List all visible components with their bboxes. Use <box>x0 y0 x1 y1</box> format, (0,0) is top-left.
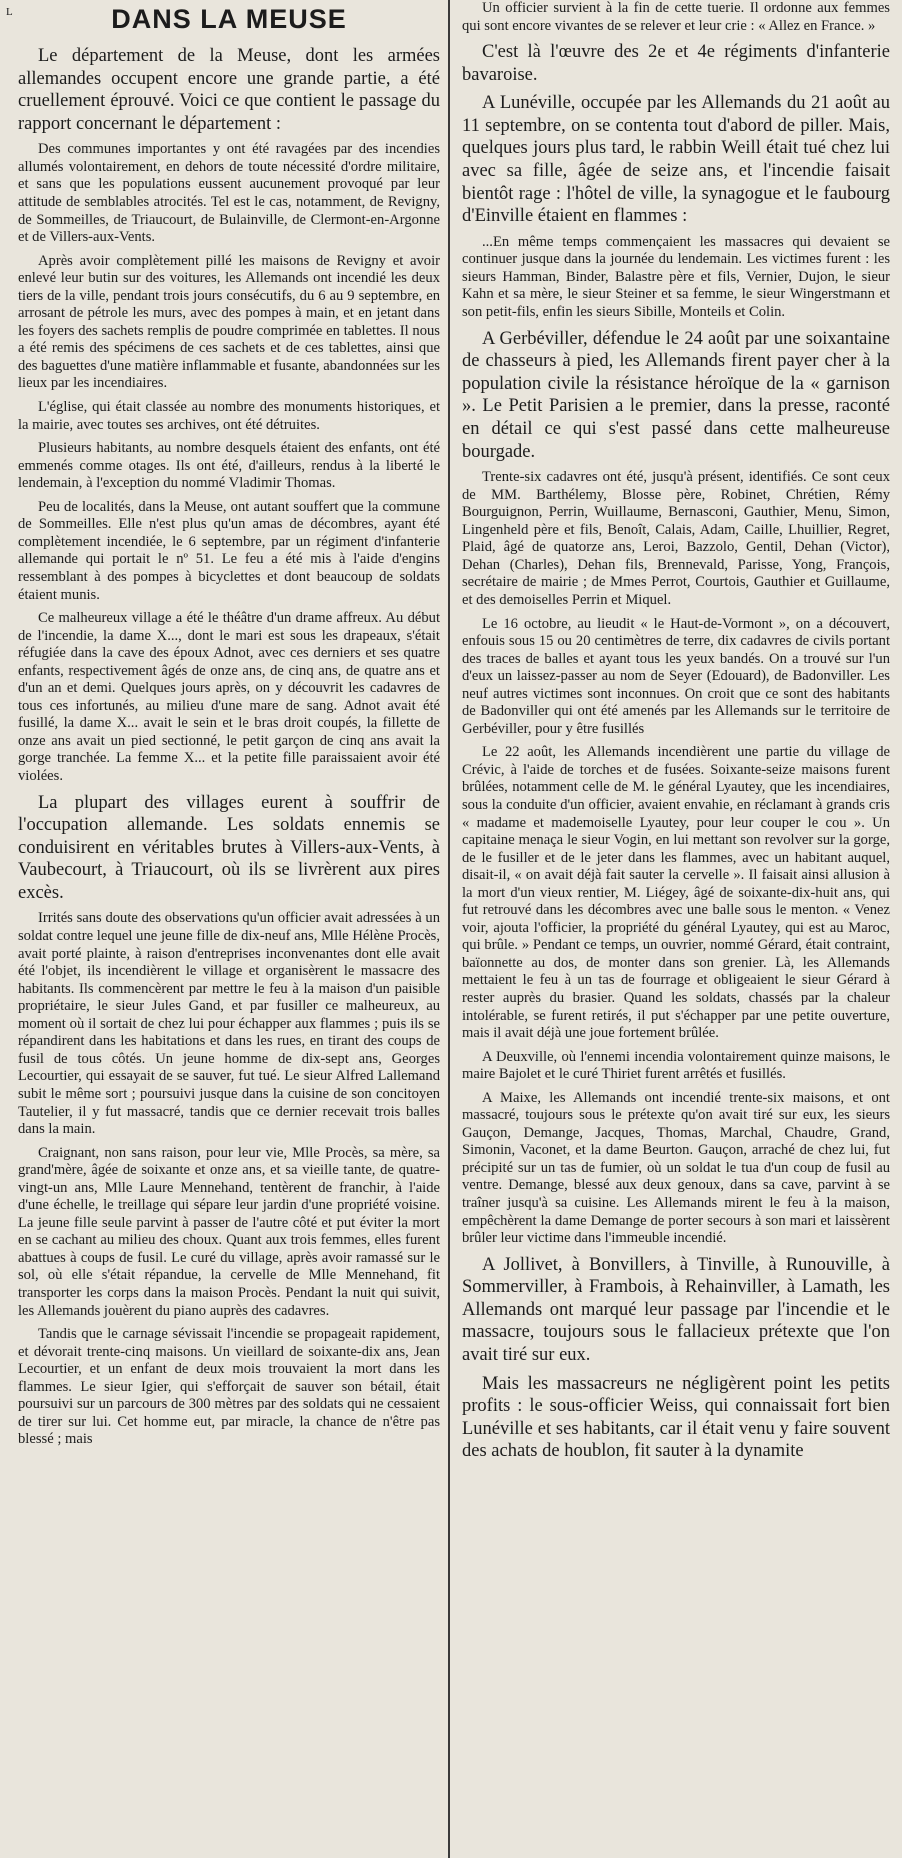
left-column <box>6 0 446 1858</box>
article-paragraph: Le département de la Meuse, dont les armées allemandes occupent encore une grande partie, a été cruellement éprouvé. Voici ce que contient le passage du rapport concernant le département : <box>18 46 440 134</box>
article-paragraph: Tandis que le carnage sévissait l'incendie se propageait rapidement, et dévorait trente-cinq maisons. Un vieillard de soixante-dix ans, Jean Lecourtier, et un enfant de deux mois trouvaient la mort dans les flammes. Le sieur Igier, qui s'efforçait de sauver son bétail, était poursuivi sur un parcours de 300 mètres par des soldats qui ne cessaient de tirer sur lui. Cet homme eut, par miracle, la chance de n'être pas blessé ; mais <box>18 1326 440 1448</box>
article-paragraph: C'est là l'œuvre des 2e et 4e régiments d'infanterie bavaroise. <box>462 42 890 85</box>
column-rule <box>448 0 450 1858</box>
corner-mark: L <box>6 6 13 18</box>
article-paragraph: A Lunéville, occupée par les Allemands du 21 août au 11 septembre, on se contenta tout d'abord de piller. Mais, quelques jours plus tard, le rabbin Weill était tué chez lui avec sa fille, âgée de seize ans, et l'incendie faisait bientôt rage : l'hôtel de ville, la synagogue et le faubourg d'Einville étaient en flammes : <box>462 93 890 227</box>
article-paragraph: Trente-six cadavres ont été, jusqu'à présent, identifiés. Ce sont ceux de MM. Barthélemy, Blosse père, Robinet, Chrétien, Rémy Bourguignon, Perrin, Wuillaume, Bernasconi, Gauthier, Menu, Simon, Lingenheld père et fils, Benoît, Calais, Adam, Caille, Lhuillier, Regret, Plaid, âgé de quatorze ans, Leroi, Bazzolo, Gentil, Dehan (Victor), Dehan (Charles), Dehan fils, Brennevald, Parisse, Yong, François, secrétaire de mairie ; de Mmes Perrot, Courtois, Gauthier et Guillaume, et des demoiselles Perrin et Miquel. <box>462 469 890 608</box>
right-column <box>454 0 898 1858</box>
article-paragraph: Irrités sans doute des observations qu'un officier avait adressées à un soldat contre lequel une jeune fille de dix-neuf ans, Mlle Hélène Procès, avait porté plainte, à raison d'entreprises inconvenantes dont elle avait été l'objet, ils incendièrent le village et organisèrent le massacre des habitants. Ils commencèrent par mettre le feu à la maison d'un paisible propriétaire, le sieur Jules Gand, et par fusiller ce malheureux, au moment où il sortait de chez lui pour échapper aux flammes ; puis ils se répandirent dans les habitations et dans les rues, en tirant des coups de fusil de tous côtés. Un jeune homme de dix-sept ans, Georges Lecourtier, qui essayait de se sauver, fut tué. Le sieur Alfred Lallemand subit le même sort ; poursuivi jusque dans la cuisine de son concitoyen Tautelier, il y fut massacré, tandis que ce dernier recevait trois balles dans la main. <box>18 910 440 1138</box>
right-paragraphs <box>462 0 890 1463</box>
article-paragraph: Un officier survient à la fin de cette tuerie. Il ordonne aux femmes qui sont encore vivantes de se relever et leur crie : « Allez en France. » <box>462 0 890 34</box>
article-paragraph: Peu de localités, dans la Meuse, ont autant souffert que la commune de Sommeilles. Elle n'est plus qu'un amas de décombres, ayant été complètement incendiée, le 6 septembre, par un régiment d'infanterie allemande qui portait le nº 51. Le feu a été mis à l'aide d'engins ressemblant à des pompes à bicyclettes et dont beaucoup de soldats étaient munis. <box>18 498 440 603</box>
article-title: DANS LA MEUSE <box>111 4 347 34</box>
left-paragraphs <box>18 45 440 1449</box>
article-paragraph: Le 22 août, les Allemands incendièrent une partie du village de Crévic, à l'aide de torches et de fusées. Soixante-seize maisons furent brûlées, notamment celle de M. le général Lyautey, que les incendiaires, sous la conduite d'un officier, avaient envahie, en réclamant à grands cris « madame et mademoiselle Lyautey, pour leur couper le cou ». Un capitaine menaça le sieur Vogin, en lui mettant son revolver sur la gorge, de le fusiller et de le jeter dans les flammes, avec un habitant auquel, disait-il, « on avait déjà fait sauter la cervelle ». Il faisait ainsi allusion à la mort d'un vieux rentier, M. Liégey, âgé de soixante-dix-huit ans, qui fut retrouvé dans les décombres avec une balle sous le menton. « Venez voir, ajouta l'officier, la propriété du général Lyautey, qui est au Maroc, qui brûle. » Pendant ce temps, un ouvrier, nommé Gérard, était contraint, baïonnette au dos, de monter dans son grenier. Là, les Allemands mettaient le feu à un tas de fourrage et obligeaient le sieur Gérard à rester auprès du brasier. Quand les soldats, chassés par la chaleur intolérable, se furent retirés, il put s'échapper par une petite ouverture, mais il avait déjà une joue fortement brûlée. <box>462 744 890 1042</box>
article-paragraph: Craignant, non sans raison, pour leur vie, Mlle Procès, sa mère, sa grand'mère, âgée de soixante et onze ans, et sa vieille tante, de quatre-vingt-un ans, Mlle Laure Mennehand, tentèrent de franchir, à l'aide d'une échelle, le treillage qui sépare leur jardin d'une propriété voisine. La jeune fille seule parvint à passer de l'autre côté et put éviter la mort en se cachant au milieu des choux. Quant aux trois femmes, elles furent abattues à coups de fusil. Le curé du village, après avoir ramassé sur le sol, où elle s'était répandue, la cervelle de Mlle Mennehand, fit transporter les corps dans la maison Procès. Pendant la nuit qui suivit, les Allemands jouèrent du piano auprès des cadavres. <box>18 1144 440 1319</box>
article-paragraph: A Deuxville, où l'ennemi incendia volontairement quinze maisons, le maire Bajolet et le curé Thiriet furent arrêtés et fusillés. <box>462 1048 890 1083</box>
article-paragraph: Mais les massacreurs ne négligèrent point les petits profits : le sous-officier Weiss, qui connaissait fort bien Lunéville et ses habitants, car il était venu y faire souvent des achats de houblon, fit sauter à la dynamite <box>462 1373 890 1462</box>
article-paragraph: A Gerbéviller, défendue le 24 août par une soixantaine de chasseurs à pied, les Allemands firent payer cher à la population civile la résistance héroïque de la « garnison ». Le Petit Parisien a le premier, dans la presse, raconté en détail ce qui s'est passé dans cette malheureuse bourgade. <box>462 328 890 462</box>
article-paragraph: La plupart des villages eurent à souffrir de l'occupation allemande. Les soldats ennemis se conduisirent en véritables brutes à Villers-aux-Vents, à Vaubecourt, à Triaucourt, où ils se livrèrent aux pires excès. <box>18 792 440 903</box>
article-paragraph: Le 16 octobre, au lieudit « le Haut-de-Vormont », on a découvert, enfouis sous 15 ou 20 centimètres de terre, dix cadavres de civils portant des traces de balles et ayant tous les yeux bandés. On a trouvé sur l'un d'eux un laissez-passer au nom de Seyer (Edouard), de Badonviller. Les neuf autres victimes sont inconnues. On croit que ce sont des habitants de Badonviller qui ont été amenés par les Allemands sur le territoire de Gerbéviller, pour y être fusillés <box>462 615 890 737</box>
article-paragraph: Après avoir complètement pillé les maisons de Revigny et avoir enlevé leur butin sur des voitures, les Allemands ont incendié les deux tiers de la ville, pendant trois jours consécutifs, du 6 au 9 septembre, en arrosant de pétrole les murs, avec des pompes à main, et en jetant dans les foyers des sachets remplis de poudre comprimée en tablettes. Il nous a été remis des spécimens de ces sachets et de ces tablettes, ainsi que des baguettes d'une matière inflammable et fusante, abandonnées sur les lieux par les incendiaires. <box>18 252 440 392</box>
article-paragraph: L'église, qui était classée au nombre des monuments historiques, et la mairie, avec toutes ses archives, ont été détruites. <box>18 399 440 433</box>
article-paragraph: ...En même temps commençaient les massacres qui devaient se continuer jusque dans la journée du lendemain. Les victimes furent : les sieurs Hamman, Binder, Balastre père et fils, Vernier, Dujon, le sieur Kahn et sa mère, le sieur Steiner et sa femme, le sieur Wingerstmann et son petit-fils, enfin les sieurs Sibille, Monteils et Colin. <box>462 233 890 321</box>
article-paragraph: A Maixe, les Allemands ont incendié trente-six maisons, et ont massacré, toujours sous le prétexte qu'on avait tiré sur eux, les sieurs Gauçon, Demange, Jacques, Thomas, Marchal, Chaudre, Grand, Simonin, Vaconet, et la dame Beurton. Gauçon, arraché de chez lui, fut précipité sur un tas de fumier, où un soldat le tua d'un coup de fusil au ventre. Demange, blessé aux deux genoux, dans sa cave, parvint à se traîner jusqu'à sa cuisine. Les Allemands mirent le feu à la maison, empêchèrent la dame Demange de porter secours à son mari et laissèrent brûler leur victime dans l'immeuble incendié. <box>462 1089 890 1247</box>
article-paragraph: Ce malheureux village a été le théâtre d'un drame affreux. Au début de l'incendie, la dame X..., dont le mari est sous les drapeaux, s'était réfugiée dans la cave des époux Adnot, avec ces derniers et ses quatre enfants, respectivement âgés de onze ans, de cinq ans, de quatre ans et d'un an et demi. Quelques jours après, on y découvrit les cadavres de tous ces infortunés, au milieu d'une mare de sang. Adnot avait été fusillé, la dame X... avait le sein et le bras droit coupés, la fillette de onze ans avait un pied sectionné, le petit garçon de cinq ans avait la gorge tranchée. La femme X... et la petite fille paraissaient avoir été violées. <box>18 610 440 784</box>
article-paragraph: Plusieurs habitants, au nombre desquels étaient des enfants, ont été emmenés comme otages. Ils ont été, d'ailleurs, rendus à la liberté le lendemain, à l'exception du nommé Vladimir Thomas. <box>18 440 440 492</box>
article-paragraph: A Jollivet, à Bonvillers, à Tinville, à Runouville, à Sommerviller, à Frambois, à Rehainviller, à Lamath, les Allemands ont marqué leur passage par l'incendie et le massacre, toujours sous le fallacieux prétexte que l'on avait tiré sur eux. <box>462 1254 890 1366</box>
article-paragraph: Des communes importantes y ont été ravagées par des incendies allumés volontairement, en dehors de toute nécessité d'ordre militaire, et sans que les populations eussent aucunement provoqué par leur attitude de semblables atrocités. Tel est le cas, notamment, de Revigny, de Sommeilles, de Triaucourt, de Bulainville, de Clermont-en-Argonne et de Villers-aux-Vents. <box>18 141 440 246</box>
